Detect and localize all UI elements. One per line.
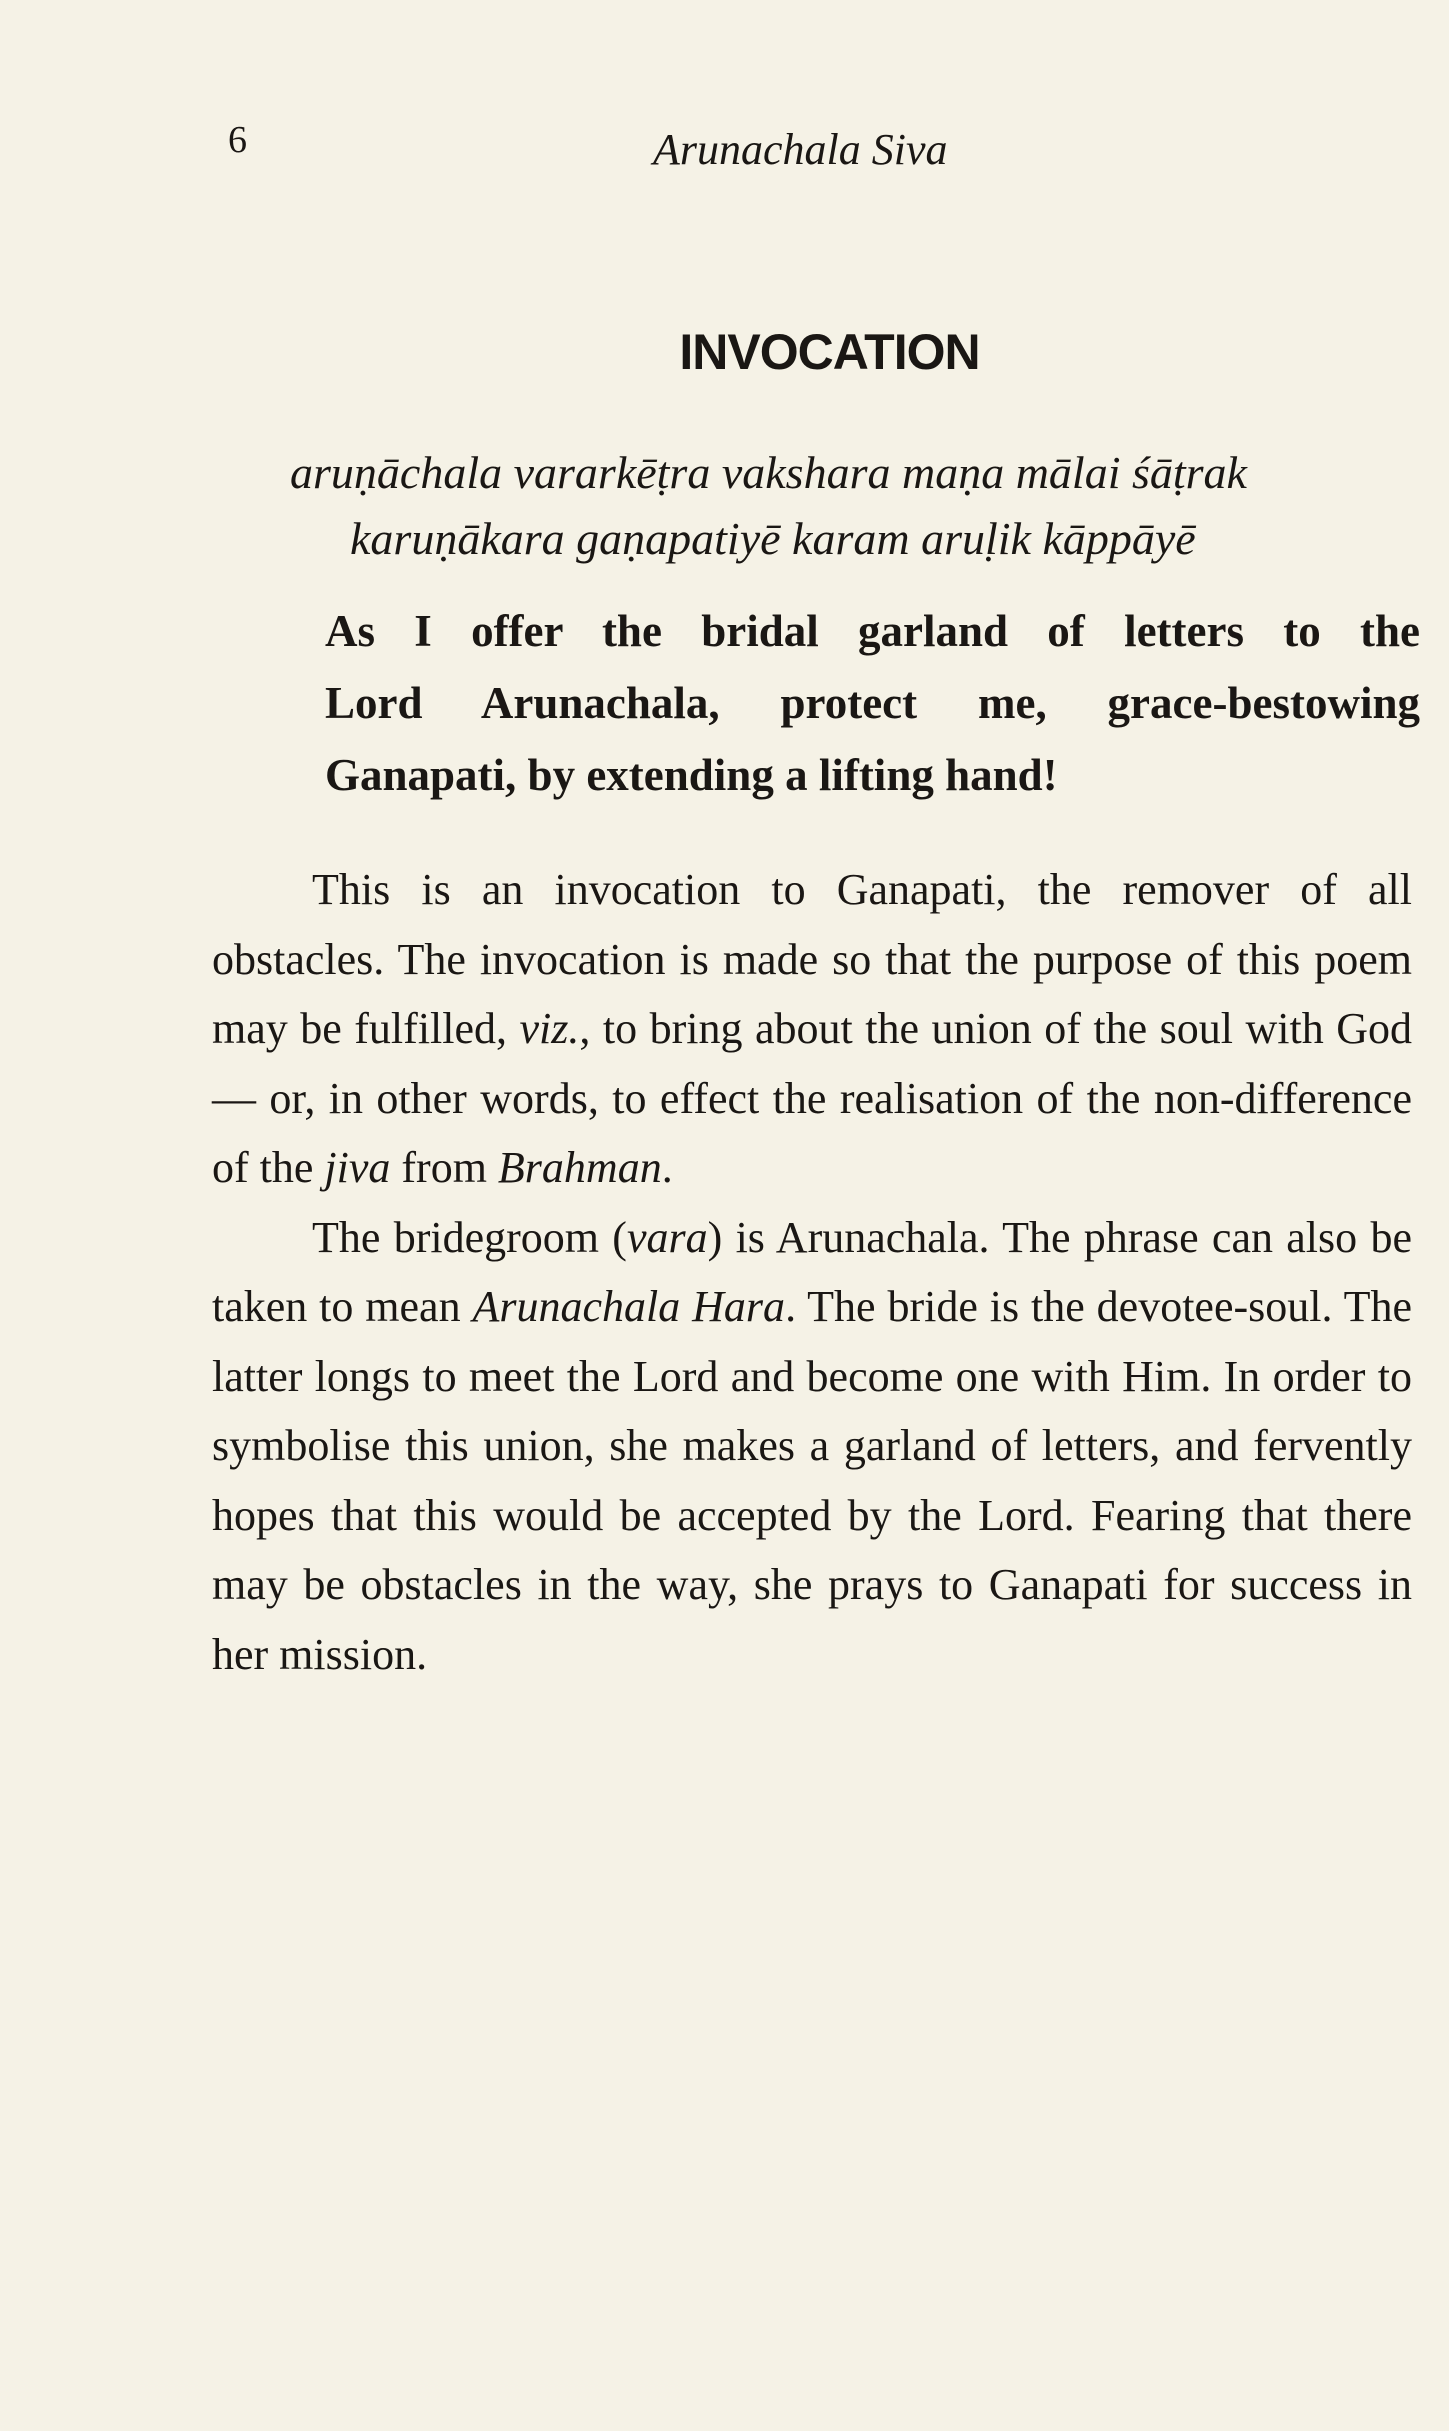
page-number: 6: [228, 119, 247, 161]
paragraph: [212, 1203, 1412, 1690]
text-run: This is an invocation to Ganapati, the remover of all obstacles. The invocation is made so that the purpose of this poem may be fulfilled,: [212, 865, 1412, 1053]
italic-term: viz.: [519, 1004, 580, 1053]
running-head: [228, 118, 1418, 188]
commentary: [212, 855, 1412, 1689]
verse-line: aruṇāchala vararkēṭra vakshara maṇa mālai śāṭrak: [290, 447, 1247, 498]
text-run: .: [661, 1143, 673, 1192]
translation-line: As I offer the bridal garland of letters to the: [325, 606, 1420, 656]
translation-line: Lord Arunachala, protect me, grace-bestowing: [325, 678, 1420, 728]
text-run: The bridegroom (: [312, 1212, 627, 1262]
text-run: from: [390, 1143, 498, 1192]
italic-term: jiva: [324, 1143, 391, 1192]
verse-translation: [325, 595, 1420, 811]
italic-term: Arunachala Hara: [472, 1282, 786, 1331]
section-heading: INVOCATION: [679, 324, 980, 380]
text-run: . The bride is the devotee-soul. The latter longs to meet the Lord and become one with Him. In order to symbolise this union, she makes a garland of letters, and fervently hopes that this would be accepted by the Lord. Fearing that there may be obstacles in the way, she prays to Ganapati for success in her mission.: [212, 1282, 1413, 1679]
verse-line: karuṇākara gaṇapatiyē karam aruḷik kāppāyē: [350, 513, 1196, 564]
running-title: Arunachala Siva: [653, 125, 948, 174]
text-run: , to bring about the union of the soul with God — or, in other words, to effect the realisation of the non-difference of the: [212, 1004, 1412, 1192]
paragraph: [212, 855, 1412, 1203]
transliterated-verse: [220, 440, 1420, 572]
text-run: ) is Arunachala. The phrase can also be taken to mean: [212, 1212, 1412, 1331]
italic-term: Brahman: [497, 1143, 662, 1192]
translation-line: Ganapati, by extending a lifting hand!: [325, 750, 1058, 800]
italic-term: vara: [626, 1212, 708, 1262]
